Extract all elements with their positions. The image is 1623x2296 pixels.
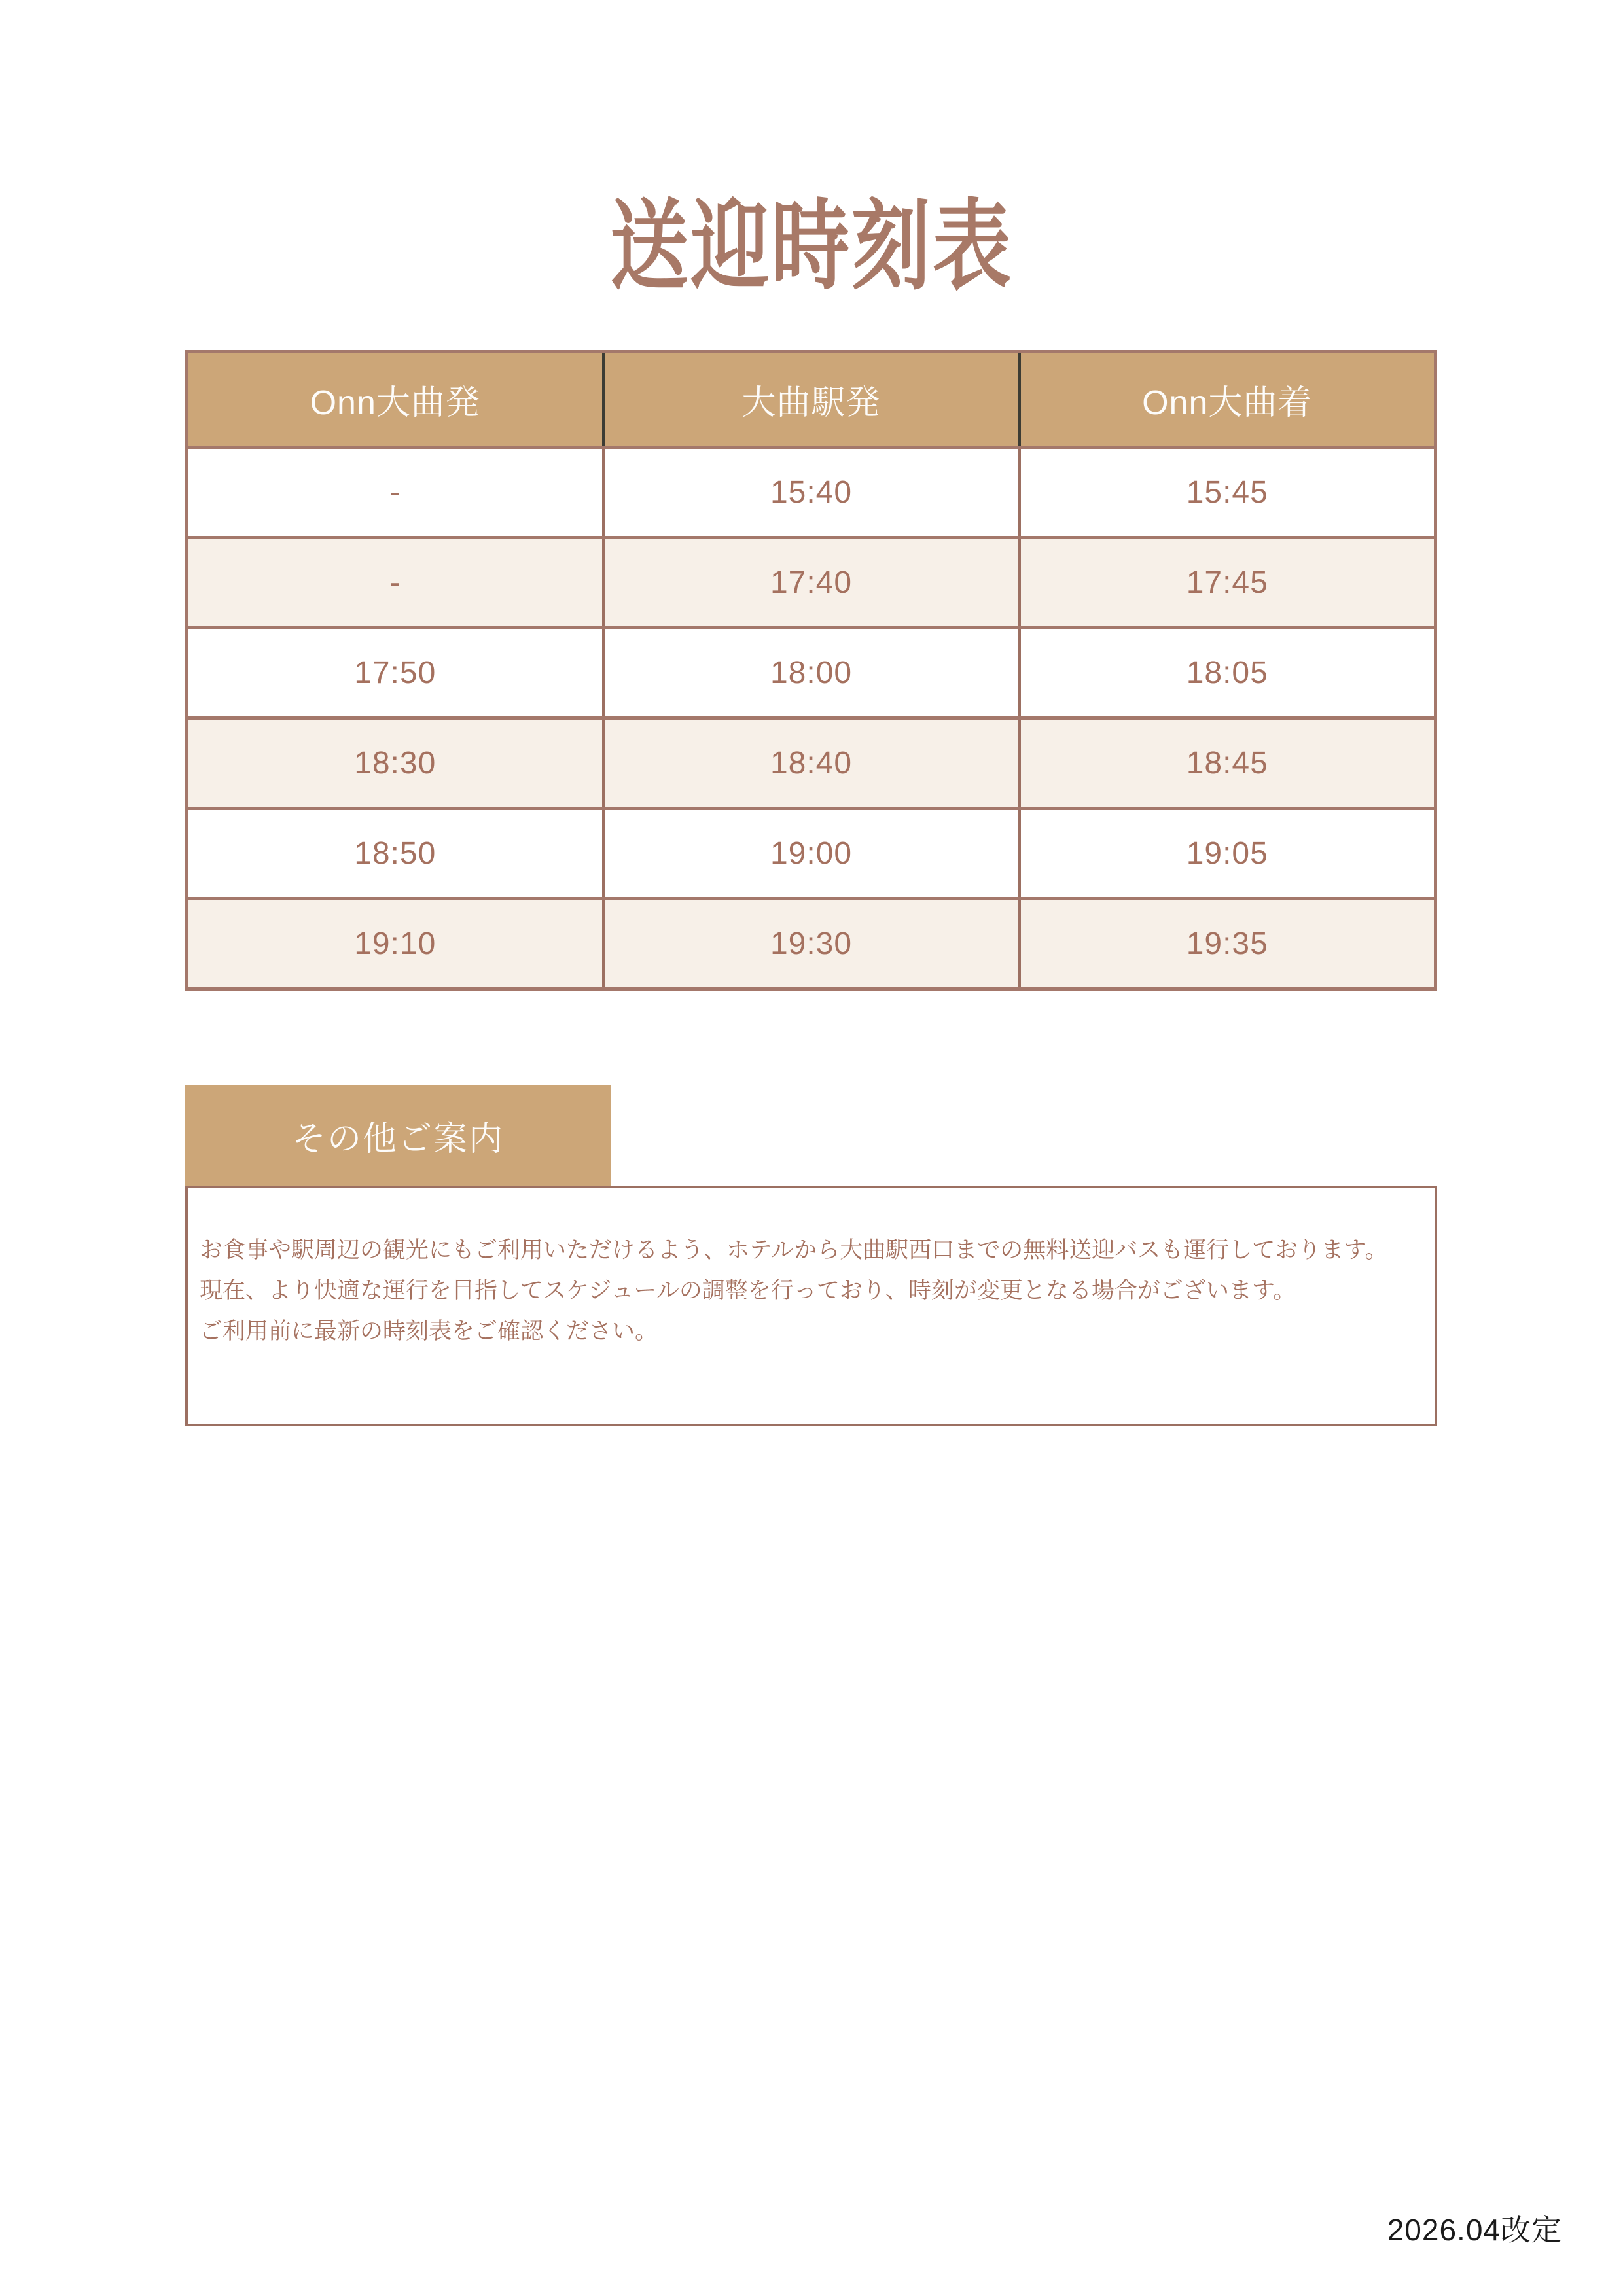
timetable-cell: 18:50 <box>187 809 603 899</box>
timetable-cell: 19:35 <box>1020 899 1436 989</box>
note-line: ご利用前に最新の時刻表をご確認ください。 <box>200 1318 658 1344</box>
timetable-cell: 17:45 <box>1020 538 1436 628</box>
table-row <box>187 448 1436 538</box>
page-title: 送迎時刻表 <box>609 191 1013 301</box>
revision-note: 2026.04改定 <box>1387 2213 1562 2247</box>
timetable-cell: 17:50 <box>187 628 603 718</box>
table-row <box>187 809 1436 899</box>
timetable-cell: 18:40 <box>603 718 1020 809</box>
info-section-tab <box>185 1085 611 1186</box>
note-line: お食事や駅周辺の観光にもご利用いただけるよう、ホテルから大曲駅西口までの無料送迎バスも運行しております。 <box>200 1237 1388 1263</box>
timetable-cell: 19:00 <box>603 809 1020 899</box>
timetable-body <box>187 448 1436 989</box>
timetable-cell: 18:45 <box>1020 718 1436 809</box>
info-section-title: その他ご案内 <box>291 1120 504 1158</box>
shuttle-timetable <box>185 350 1437 991</box>
timetable-cell: 18:05 <box>1020 628 1436 718</box>
timetable-cell: 19:30 <box>603 899 1020 989</box>
timetable-header-onn-omagari-departure: Onn大曲発 <box>187 352 603 448</box>
table-row <box>187 718 1436 809</box>
timetable-cell: 17:40 <box>603 538 1020 628</box>
timetable-cell: 15:45 <box>1020 448 1436 538</box>
table-row <box>187 899 1436 989</box>
timetable-cell: - <box>187 538 603 628</box>
timetable-header-onn-omagari-arrival: Onn大曲着 <box>1020 352 1436 448</box>
info-notes-box <box>185 1186 1437 1426</box>
timetable-cell: 15:40 <box>603 448 1020 538</box>
note-line: 現在、より快適な運行を目指してスケジュールの調整を行っており、時刻が変更となる場合がございます。 <box>200 1278 1296 1303</box>
timetable-cell: 18:00 <box>603 628 1020 718</box>
timetable-cell: 19:05 <box>1020 809 1436 899</box>
timetable-header-omagari-station-departure: 大曲駅発 <box>603 352 1020 448</box>
timetable-cell: - <box>187 448 603 538</box>
timetable-header-row <box>187 352 1436 448</box>
timetable-head <box>187 352 1436 448</box>
timetable-cell: 18:30 <box>187 718 603 809</box>
timetable-cell: 19:10 <box>187 899 603 989</box>
table-row <box>187 628 1436 718</box>
table-row <box>187 538 1436 628</box>
